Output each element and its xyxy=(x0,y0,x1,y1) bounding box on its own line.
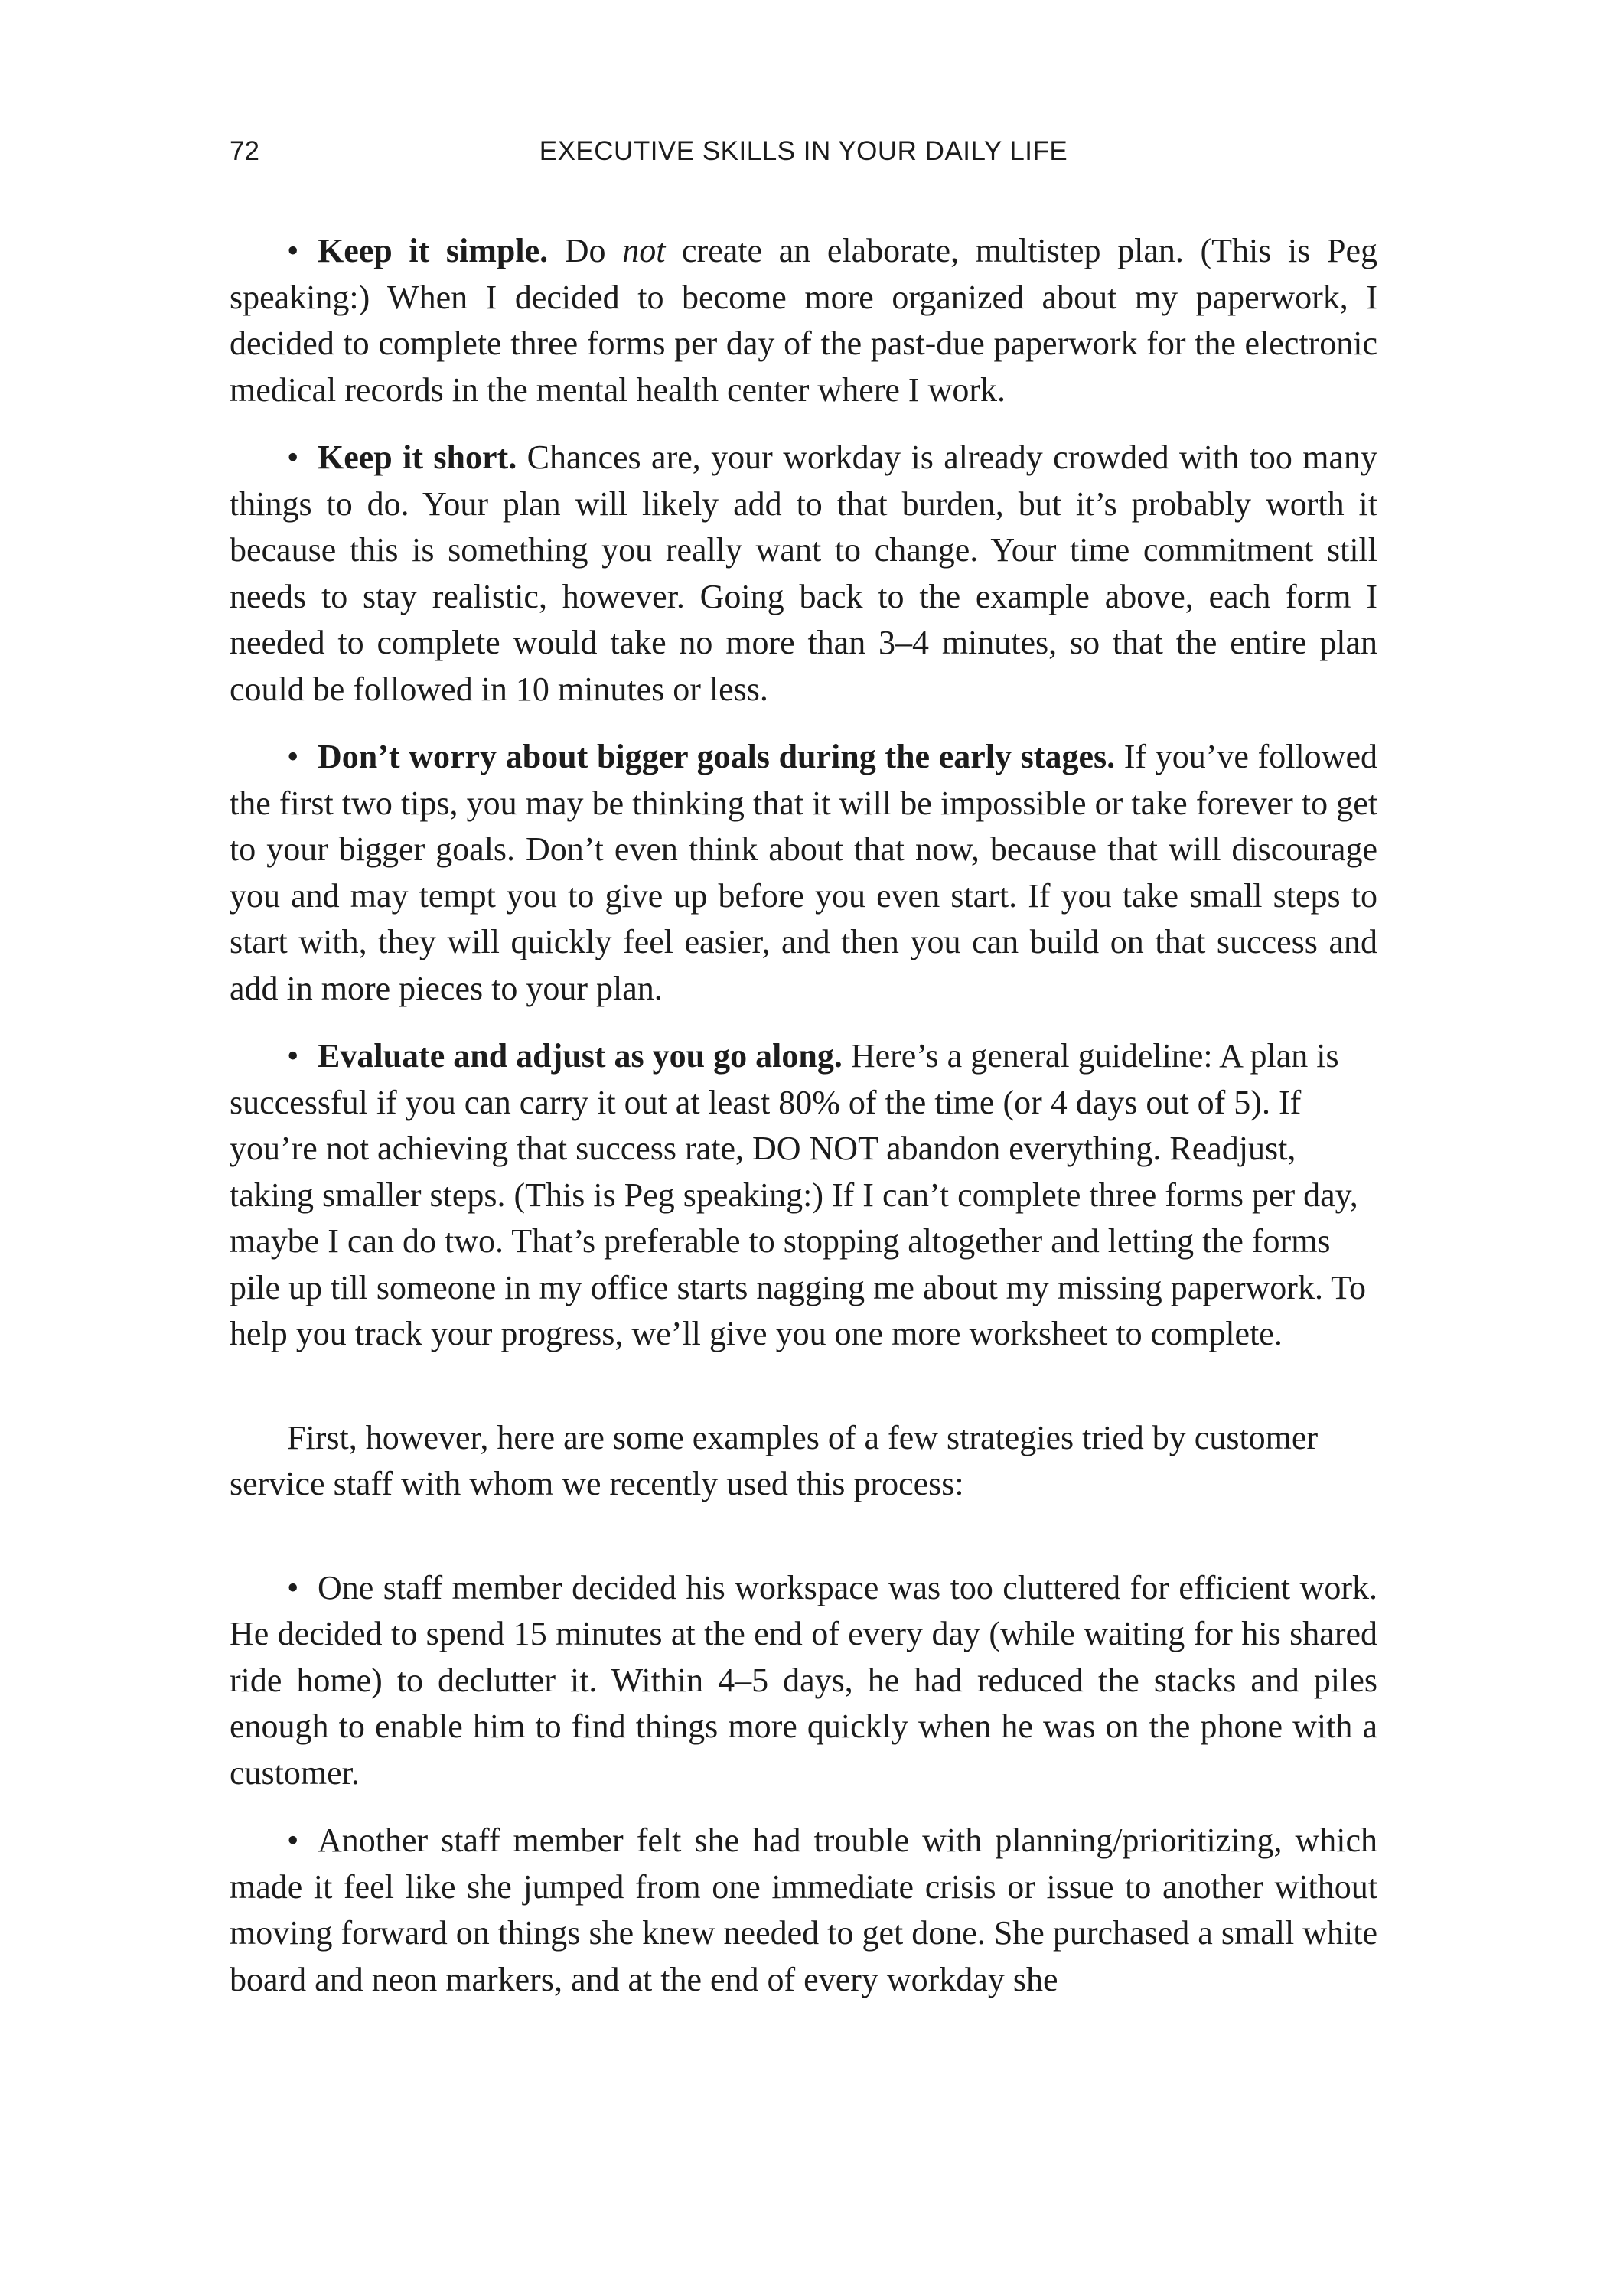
example-paragraph-planning xyxy=(230,1818,1377,2003)
bullet-icon: • xyxy=(287,738,299,775)
bullet-lead: Keep it simple. xyxy=(318,232,549,269)
bullet-lead: Don’t worry about bigger goals during the early stages. xyxy=(318,738,1116,775)
emphasis: not xyxy=(622,232,666,269)
bullet-icon: • xyxy=(287,1568,299,1606)
bullet-text: create an elaborate, multistep plan. (This is Peg speaking:) When I decided to become more organized about my paperwork, I decided to complete three forms per day of the past-due paperwork for the electronic medical records in the mental health center where I work. xyxy=(230,232,1378,409)
running-head: EXECUTIVE SKILLS IN YOUR DAILY LIFE xyxy=(539,136,1068,166)
bullet-text: If you’ve followed the first two tips, you may be thinking that it will be impossible or take forever to get to your bigger goals. Don’t even think about that now, because that will discourage you and may tempt you to give up before you even start. If you take small steps to start with, they will quickly feel easier, and then you can build on that success and add in more pieces to your plan. xyxy=(230,738,1377,1007)
bullet-text: Another staff member felt she had trouble with planning/prioritizing, which made it feel like she jumped from one immediate crisis or issue to another without moving forward on things she knew needed to get done. She purchased a small white board and neon markers, and at the end of every workday she xyxy=(230,1821,1377,1998)
body-text xyxy=(230,228,1377,2024)
bullet-icon: • xyxy=(287,439,299,476)
bullet-paragraph-keep-it-short xyxy=(230,435,1377,713)
bullet-paragraph-keep-it-simple: • Keep it simple. Do not create an elaborate, multistep plan. (This is Peg speaking:) When I decided to become more organized about my paperwork, I decided to complete three forms per day of the past-due paperwork for the electronic medical records in the mental health center where I work. xyxy=(230,228,1377,413)
example-paragraph-workspace xyxy=(230,1565,1377,1797)
bullet-paragraph-evaluate-adjust xyxy=(230,1033,1377,1358)
intro-paragraph: First, however, here are some examples of a few strategies tried by customer service staff with whom we recently used this process: xyxy=(230,1418,1319,1502)
bullet-icon: • xyxy=(287,1037,299,1075)
bullet-text: Here’s a general guideline: A plan is successful if you can carry it out at least 80% of the time (or 4 days out of 5). If you’re not achieving that success rate, DO NOT abandon everything. Readjust, taking smaller steps. (This is Peg speaking:) If I can’t complete three forms per day, maybe I can do two. That’s preferable to stopping altogether and letting the forms pile up till someone in my office starts nagging me about my missing paperwork. To help you track your progress, we’ll give you one more worksheet to complete. xyxy=(230,1037,1366,1352)
bullet-text: Chances are, your workday is already crowded with too many things to do. Your plan will likely add to that burden, but it’s probably worth it because this is something you really want to change. Your time commitment still needs to stay realistic, however. Going back to the example above, each form I needed to complete would take no more than 3–4 minutes, so that the entire plan could be followed in 10 minutes or less. xyxy=(230,439,1378,708)
bullet-icon: • xyxy=(287,1821,299,1859)
page-header xyxy=(230,136,1377,182)
page-number: 72 xyxy=(230,136,259,166)
bullet-icon: • xyxy=(287,232,299,269)
bullet-lead: Keep it short. xyxy=(318,439,517,476)
bullet-lead: Evaluate and adjust as you go along. xyxy=(318,1037,843,1075)
bullet-text: One staff member decided his workspace was too cluttered for efficient work. He decided to spend 15 minutes at the end of every day (while waiting for his shared ride home) to declutter it. Within 4–5 days, he had reduced the stacks and piles enough to enable him to find things more quickly when he was on the phone with a customer. xyxy=(230,1568,1377,1792)
bullet-paragraph-bigger-goals xyxy=(230,734,1377,1012)
